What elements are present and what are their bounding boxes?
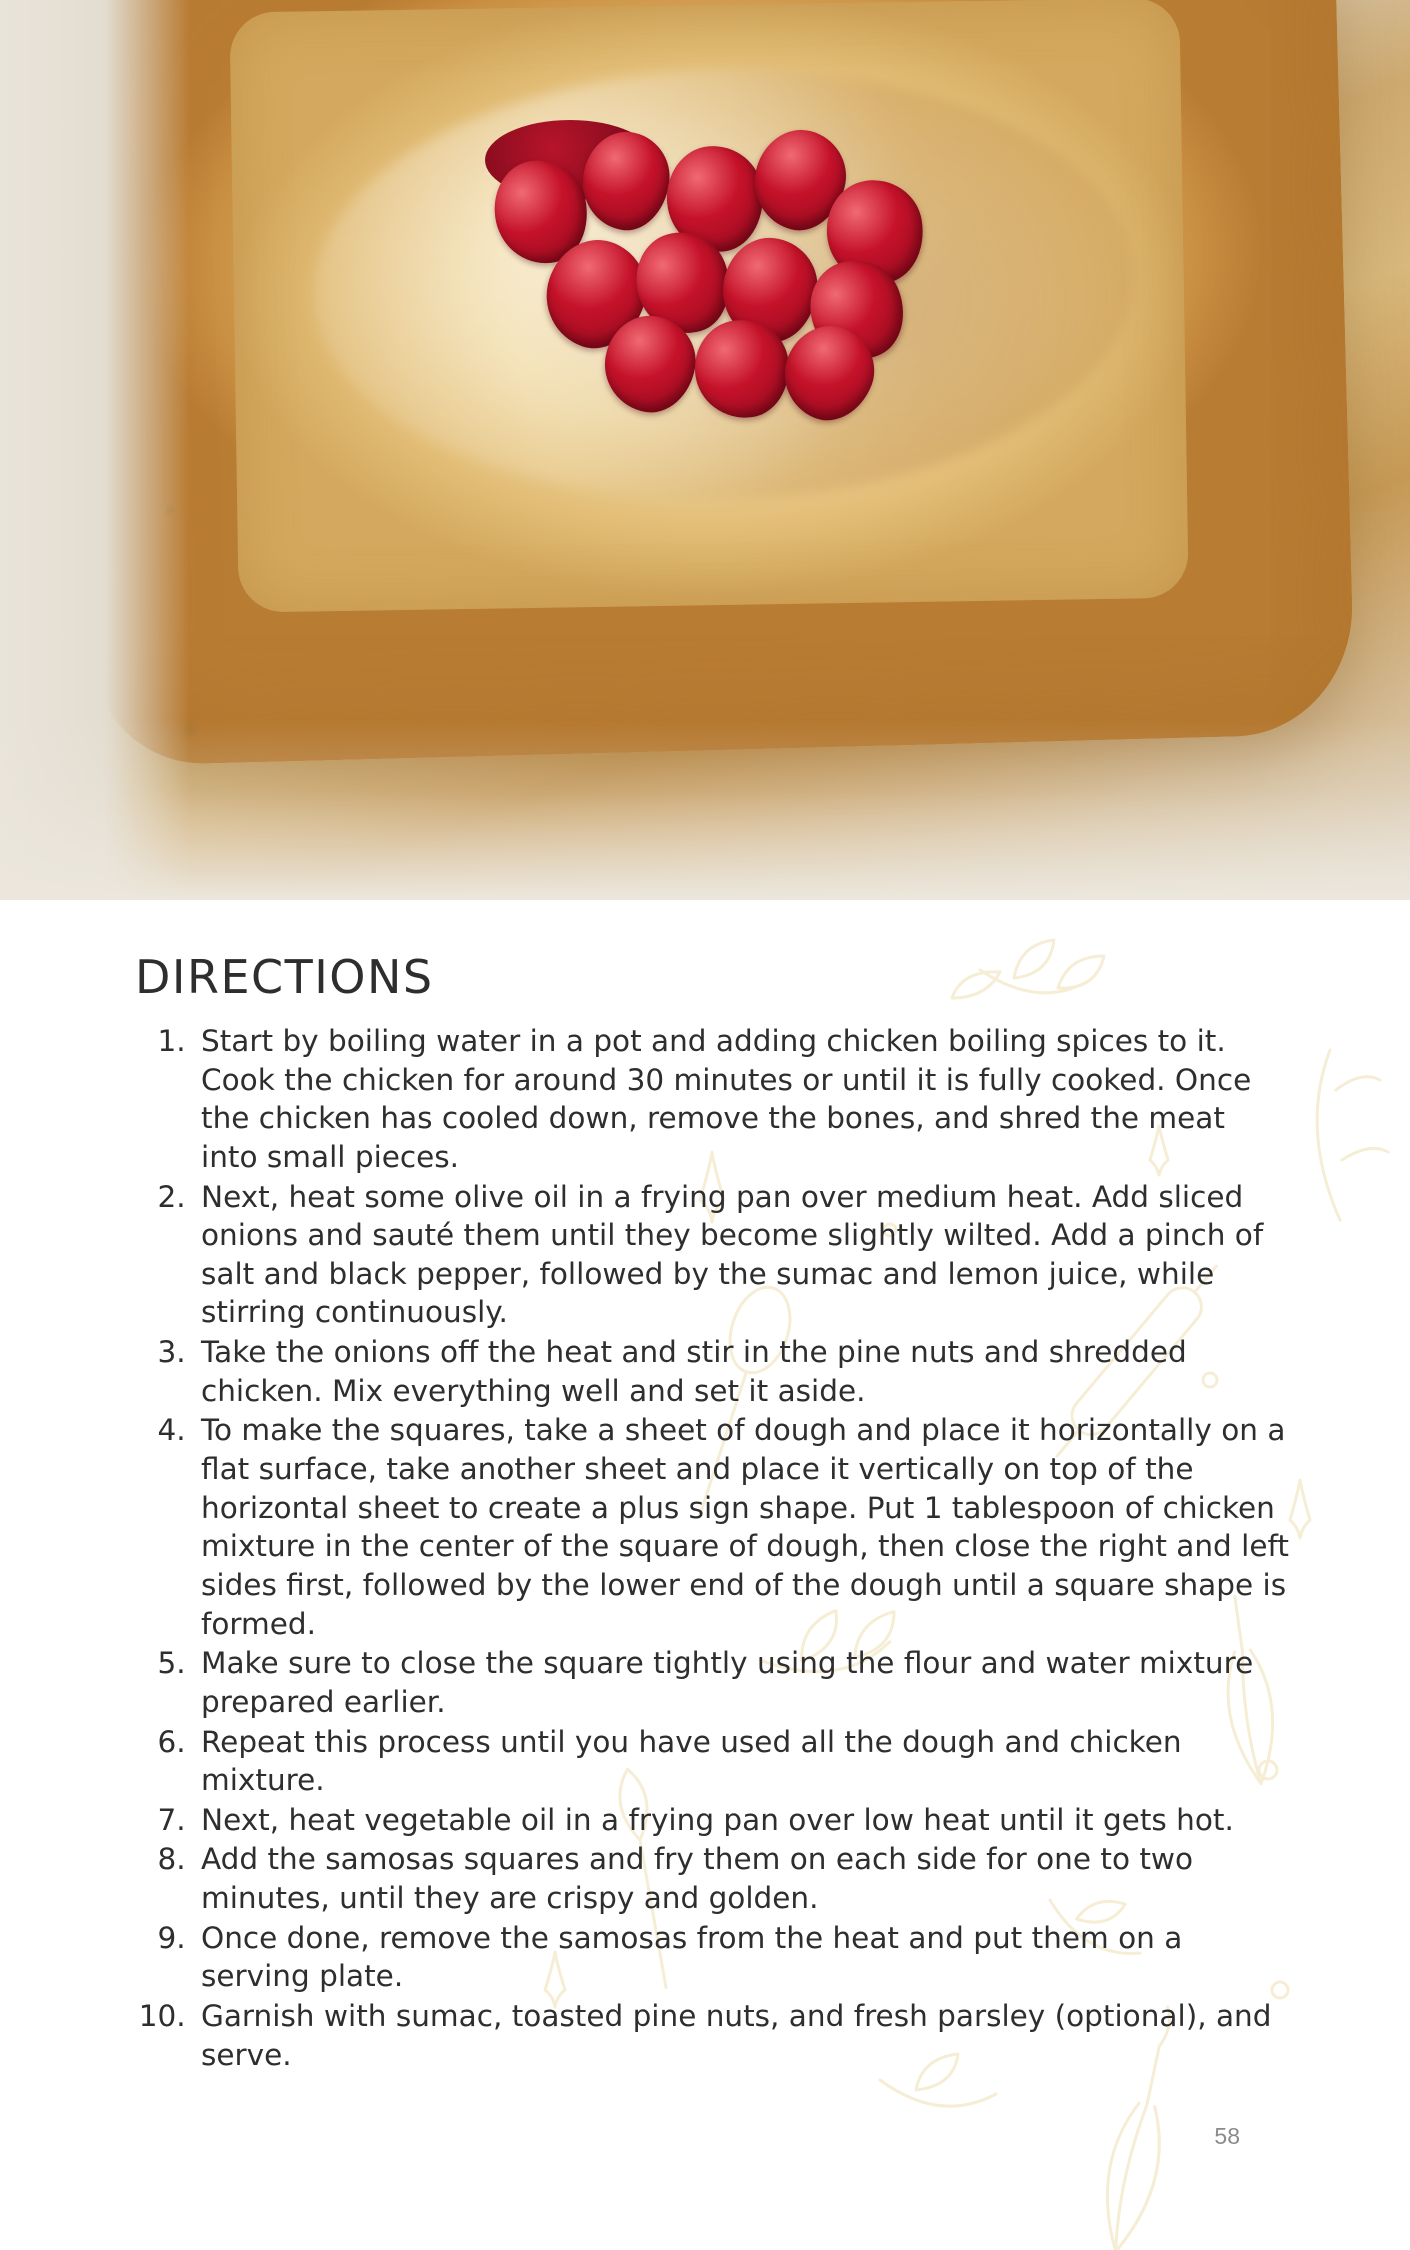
list-item: 8. Add the samosas squares and fry them on each side for one to two minutes, until they are crispy and golden. [195,1840,1290,1917]
list-item: 3. Take the onions off the heat and stir in the pine nuts and shredded chicken. Mix everything well and set it aside. [195,1333,1290,1410]
pomegranate-seed-cluster [455,120,1015,420]
list-item: 6. Repeat this process until you have used all the dough and chicken mixture. [195,1723,1290,1800]
directions-body [0,900,1410,2074]
list-item: 1. Start by boiling water in a pot and adding chicken boiling spices to it. Cook the chicken for around 30 minutes or until it is fully cooked. Once the chicken has cooled down, remove the bones, and shred the meat into small pieces. [195,1022,1290,1177]
recipe-directions-page [0,900,1410,2250]
page-title: DIRECTIONS [135,950,434,1004]
list-item: 5. Make sure to close the square tightly using the flour and water mixture prepared earlier. [195,1644,1290,1721]
list-item: 7. Next, heat vegetable oil in a frying pan over low heat until it gets hot. [195,1801,1290,1840]
list-item: 4. To make the squares, take a sheet of dough and place it horizontally on a flat surface, take another sheet and place it vertically on top of the horizontal sheet to create a plus sign shape. Put 1 tablespoon of chicken mixture in the center of the square of dough, then close the right and left sides first, followed by the lower end of the dough until a square shape is formed. [195,1411,1290,1643]
photo-bottom-fade [0,720,1410,900]
page-number: 58 [1214,2123,1240,2149]
directions-list [135,1022,1290,2074]
recipe-hero-image [0,0,1410,900]
list-item: 9. Once done, remove the samosas from the heat and put them on a serving plate. [195,1919,1290,1996]
list-item: 2. Next, heat some olive oil in a frying pan over medium heat. Add sliced onions and sauté them until they become slightly wilted. Add a pinch of salt and black pepper, followed by the sumac and lemon juice, while stirring continuously. [195,1178,1290,1333]
list-item: 10. Garnish with sumac, toasted pine nuts, and fresh parsley (optional), and serve. [195,1997,1290,2074]
